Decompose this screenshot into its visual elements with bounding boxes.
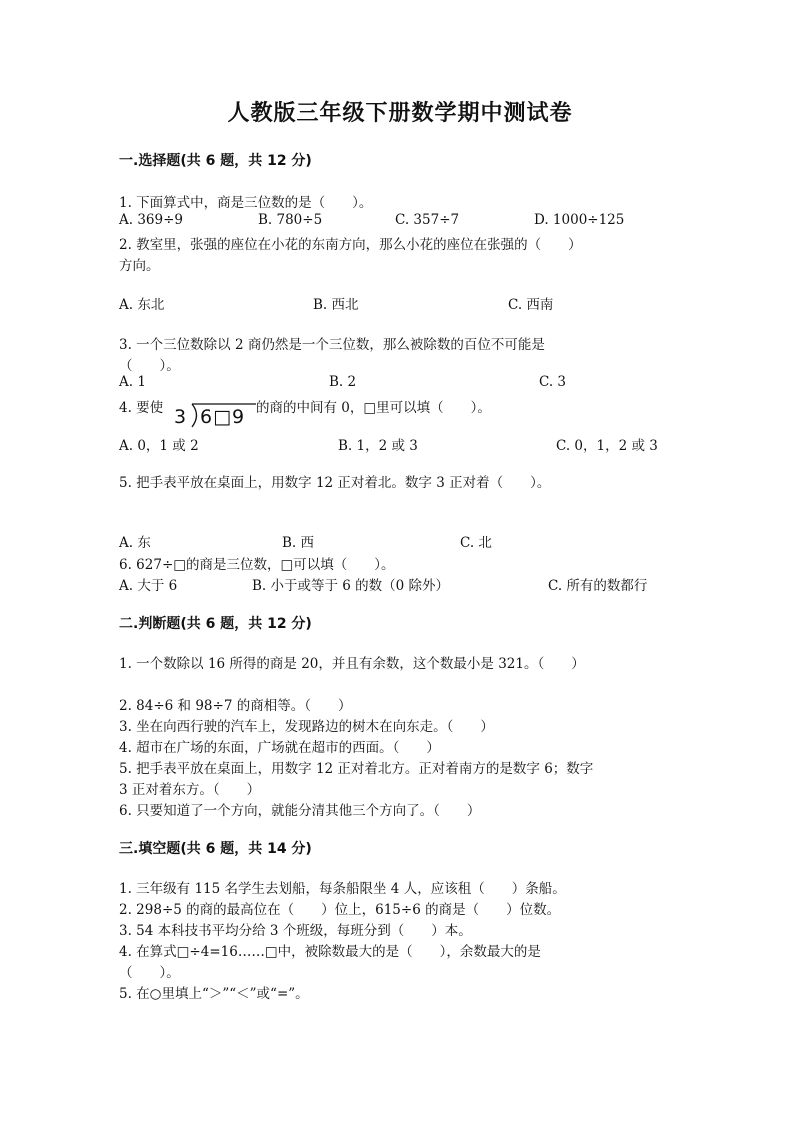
option-d: D. 1000÷125 <box>534 212 625 228</box>
judgment-item: 5. 把手表平放在桌面上，用数字 12 正对着北方。正对着南方的是数字 6；数字 <box>119 761 594 777</box>
judgment-item: 2. 84÷6 和 98÷7 的商相等。（ ） <box>119 698 352 714</box>
question-stem: 5. 把手表平放在桌面上，用数字 12 正对着北。数字 3 正对着（ ）。 <box>119 475 551 491</box>
option-a: A. 东 <box>119 535 151 551</box>
option-a: A. 369÷9 <box>119 212 183 228</box>
option-b: B. 2 <box>329 374 357 390</box>
option-c: C. 西南 <box>508 297 554 313</box>
judgment-item-continued: 3 正对着东方。（ ） <box>119 782 261 798</box>
judgment-item: 1. 一个数除以 16 所得的商是 20，并且有余数，这个数最小是 321。（ ） <box>119 656 585 672</box>
option-a: A. 0，1 或 2 <box>119 438 199 454</box>
divisor: 3 <box>174 406 187 428</box>
question-stem-suffix: 的商的中间有 0，□里可以填（ ）。 <box>256 400 491 416</box>
option-a: A. 大于 6 <box>119 578 178 594</box>
long-division-symbol <box>172 400 258 428</box>
option-c: C. 0，1，2 或 3 <box>556 438 658 454</box>
judgment-item: 4. 超市在广场的东面，广场就在超市的西面。（ ） <box>119 740 440 756</box>
question-stem: 1. 下面算式中，商是三位数的是（ ）。 <box>119 195 373 211</box>
option-b: B. 西北 <box>313 297 359 313</box>
section-heading-true-false: 二.判断题(共 6 题，共 12 分) <box>119 616 312 632</box>
question-stem: 2. 教室里，张强的座位在小花的东南方向，那么小花的座位在张强的（ ） <box>119 237 582 253</box>
fill-blank-item-continued: （ ）。 <box>119 965 180 981</box>
judgment-item: 6. 只要知道了一个方向，就能分清其他三个方向了。（ ） <box>119 803 481 819</box>
option-c: C. 北 <box>460 535 492 551</box>
section-heading-fill-blank: 三.填空题(共 6 题，共 14 分) <box>119 841 312 857</box>
question-stem: 6. 627÷□的商是三位数，□可以填（ ）。 <box>119 557 395 573</box>
judgment-item: 3. 坐在向西行驶的汽车上，发现路边的树木在向东走。（ ） <box>119 719 494 735</box>
option-b: B. 小于或等于 6 的数（0 除外） <box>252 578 450 594</box>
option-c: C. 所有的数都行 <box>548 578 648 594</box>
fill-blank-item: 1. 三年级有 115 名学生去划船，每条船限坐 4 人，应该租（ ）条船。 <box>119 881 566 897</box>
fill-blank-item: 3. 54 本科技书平均分给 3 个班级，每班分到（ ）本。 <box>119 923 472 939</box>
option-a: A. 1 <box>119 374 146 390</box>
option-c: C. 357÷7 <box>395 212 460 228</box>
dividend: 6□9 <box>200 406 246 428</box>
fill-blank-item: 2. 298÷5 的商的最高位在（ ）位上，615÷6 的商是（ ）位数。 <box>119 902 561 918</box>
question-stem: 3. 一个三位数除以 2 商仍然是一个三位数，那么被除数的百位不可能是 <box>119 337 545 353</box>
fill-blank-item: 4. 在算式□÷4=16……□中，被除数最大的是（ ），余数最大的是 <box>119 944 541 960</box>
page-title: 人教版三年级下册数学期中测试卷 <box>227 101 573 126</box>
option-c: C. 3 <box>539 374 567 390</box>
question-stem-continued: 方向。 <box>119 258 160 274</box>
option-b: B. 西 <box>282 535 315 551</box>
section-heading-choice: 一.选择题(共 6 题，共 12 分) <box>119 153 312 169</box>
question-stem-prefix: 4. 要使 <box>119 400 164 416</box>
option-b: B. 780÷5 <box>258 212 323 228</box>
fill-blank-item: 5. 在○里填上“＞”“＜”或“=”。 <box>119 986 309 1002</box>
option-a: A. 东北 <box>119 297 165 313</box>
option-b: B. 1，2 或 3 <box>338 438 418 454</box>
question-stem-continued: （ ）。 <box>119 358 180 374</box>
